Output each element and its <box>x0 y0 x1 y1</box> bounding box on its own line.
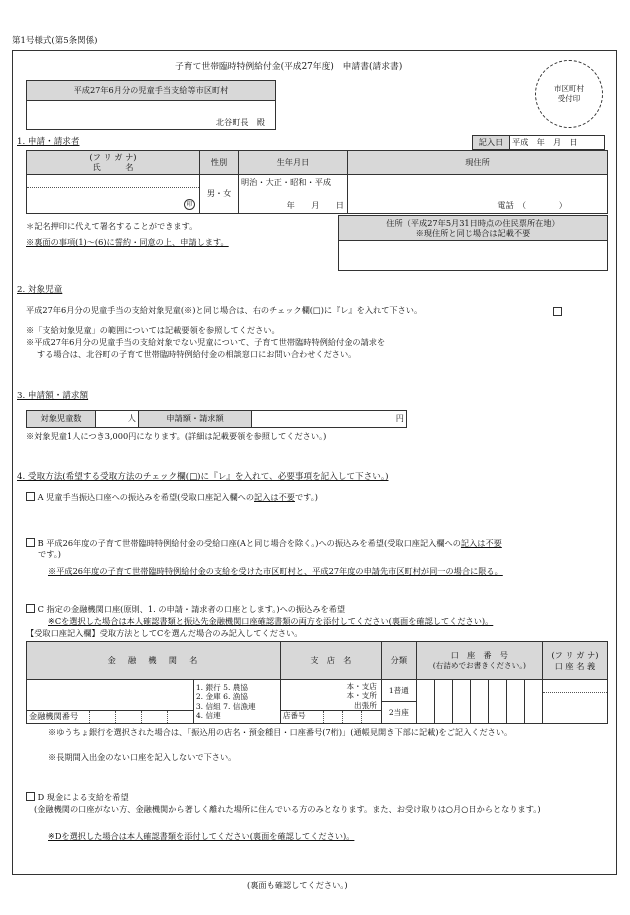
same-children-checkbox[interactable] <box>553 307 562 316</box>
birthdate-eras: 明治・大正・昭和・平成 <box>241 177 332 187</box>
holder-field[interactable] <box>542 680 607 724</box>
option-d-detail: (金融機関の口座がない方、金融機関から著しく離れた場所に住んでいる方のみとなります。また、お受け取りは○月○日からとなります。) <box>34 804 541 814</box>
account-number-header <box>416 642 542 680</box>
bank-type-gyokyo: 6. 漁協 <box>223 692 248 702</box>
amount-label: 申請額・請求額 <box>139 411 252 428</box>
branch-code-digit-3[interactable] <box>361 711 380 723</box>
gender-field[interactable]: 男・女 <box>200 175 239 214</box>
account-heading: 【受取口座記入欄】受取方法としてCを選んだ場合のみ記入してください。 <box>26 628 303 638</box>
address-header: 現住所 <box>348 151 608 175</box>
entry-date-label: 記入日 <box>473 136 510 150</box>
bank-type-shinren: 4. 信連 <box>195 710 221 720</box>
long-term-note: ※長期間入出金のない口座を記入しないで下さい。 <box>48 752 237 762</box>
section4-heading: 4. 受取方法(希望する受取方法のチェック欄(□)に『レ』を入れて、必要事項を記入して下さい。) <box>17 472 389 482</box>
holder-furigana-label: (フ リ ガ ナ) <box>551 649 599 660</box>
gender-header: 性別 <box>200 151 239 175</box>
option-a-not-required: 記入は不要 <box>254 492 295 502</box>
account-table <box>26 641 608 724</box>
bank-name-field[interactable] <box>27 680 194 724</box>
child-count-field[interactable] <box>96 411 139 428</box>
branch-type-honshisho: 本・支所 <box>346 691 377 701</box>
branch-type-options <box>346 682 376 710</box>
bank-code-label: 金融機関番号 <box>29 711 79 721</box>
option-a-text: A 児童手当振込口座への振込みを希望(受取口座記入欄への <box>37 492 255 502</box>
reception-stamp <box>535 60 603 128</box>
entry-date-field[interactable]: 平成 年 月 日 <box>510 136 605 150</box>
account-type-futsu[interactable]: 1普通 <box>382 680 416 702</box>
yucho-note: ※ゆうちょ銀行を選択された場合は、「振込用の店名・預金種目・口座番号(7桁)」(通帳見開き下部に記載)をご記入ください。 <box>48 727 513 737</box>
branch-code-digit-2[interactable] <box>342 711 361 723</box>
option-b-not-required: 記入は不要 <box>460 538 502 548</box>
child-count-label: 対象児童数 <box>27 411 96 428</box>
bank-type-nokyo: 5. 農協 <box>223 682 248 692</box>
applicant-table <box>26 150 608 214</box>
name-label: 氏 名 <box>92 161 134 172</box>
person-unit: 人 <box>127 413 136 424</box>
account-digit-4[interactable] <box>470 680 488 724</box>
option-a-suffix: です。) <box>294 492 318 502</box>
entry-date-box <box>472 135 605 150</box>
option-b-text: B 平成26年度の子育て世帯臨時特例給付金の受給口座(Aと同じ場合を除く。)への振込みを希望(受取口座記入欄への <box>37 538 461 548</box>
section2-note1: ※「支給対象児童」の範囲については記載要領を参照してください。 <box>26 325 280 335</box>
option-a <box>26 492 318 503</box>
addressee-box <box>26 80 276 130</box>
resident-address-box <box>338 215 608 271</box>
seal-mark: 印 <box>184 199 195 210</box>
bank-name-header: 金 融 機 関 名 <box>27 642 281 680</box>
footer-note: (裏面も確認してください。) <box>247 880 348 890</box>
bank-type-shingyoren: 7. 信漁連 <box>223 701 256 711</box>
yen-unit: 円 <box>395 413 404 424</box>
option-b-suffix: です。) <box>38 549 62 560</box>
account-number-label: 口 座 番 号 <box>450 650 508 661</box>
account-type-field[interactable] <box>381 680 416 724</box>
pledge-note: ※裏面の事項(1)～(6)に誓約・同意の上、申請します。 <box>26 237 229 247</box>
section2-note3: する場合は、北谷町の子育て世帯臨時特例給付金の相談窓口にお問い合わせください。 <box>37 349 357 359</box>
reception-stamp-label: 市区町村 受付印 <box>554 84 584 103</box>
name-header <box>27 151 200 175</box>
section2-line1: 平成27年6月分の児童手当の支給対象児童(※)と同じ場合は、右のチェック欄(□)に『レ』を入れて下さい。 <box>26 305 423 315</box>
resident-address-field[interactable] <box>339 241 608 271</box>
bank-code-digit-4[interactable] <box>167 711 193 723</box>
branch-field[interactable] <box>280 680 381 724</box>
branch-header: 支 店 名 <box>280 642 381 680</box>
option-d-checkbox[interactable] <box>26 792 35 801</box>
bank-type-shinkumi: 3. 信組 <box>195 701 221 711</box>
resident-address-label: 住所（平成27年5月31日時点の住民票所在地） <box>386 217 560 228</box>
option-c <box>26 604 345 615</box>
branch-code-row <box>281 710 381 723</box>
amount-table <box>26 410 407 428</box>
option-c-note: ※Cを選択した場合は本人確認書類と振込先金融機関口座確認書類の両方を添付してください(裏面を確認してください)。 <box>48 616 494 626</box>
holder-label: 口 座 名 義 <box>554 660 596 671</box>
option-b-checkbox[interactable] <box>26 538 35 547</box>
signature-note: ＊記名押印に代えて署名することができます。 <box>26 221 198 231</box>
bank-code-digit-1[interactable] <box>89 711 115 723</box>
account-digit-1[interactable] <box>416 680 434 724</box>
account-digit-6[interactable] <box>506 680 524 724</box>
account-type-header: 分類 <box>381 642 416 680</box>
option-a-checkbox[interactable] <box>26 492 35 501</box>
form-number: 第1号様式(第5条関係) <box>12 36 98 46</box>
address-field[interactable] <box>348 175 608 214</box>
section2-heading: 2. 対象児童 <box>17 285 63 295</box>
resident-address-note: ※現住所と同じ場合は記載不要 <box>415 228 531 238</box>
section3-note: ※対象児童1人につき3,000円になります。(詳細は記載要領を参照してください。) <box>26 431 327 441</box>
account-digit-5[interactable] <box>488 680 506 724</box>
bank-type-kinko: 2. 金庫 <box>195 692 221 702</box>
option-b <box>26 538 616 560</box>
option-c-checkbox[interactable] <box>26 604 35 613</box>
branch-type-honshiten: 本・支店 <box>346 682 377 691</box>
account-digit-7[interactable] <box>524 680 542 724</box>
bank-code-digit-2[interactable] <box>115 711 141 723</box>
option-c-text: C 指定の金融機関口座(原則、1. の申請・請求者の口座とします。)への振込みを希望 <box>37 604 346 614</box>
amount-field[interactable] <box>252 411 407 428</box>
municipality-label: 平成27年6月分の児童手当支給等市区町村 <box>27 81 276 101</box>
birthdate-header: 生年月日 <box>239 151 348 175</box>
phone-label: 電話 （ ） <box>497 199 567 210</box>
resident-address-header <box>339 216 608 241</box>
option-d-note: ※Dを選択した場合は本人確認書類を添付してください(裏面を確認してください)。 <box>48 831 355 841</box>
option-b-note: ※平成26年度の子育て世帯臨時特例給付金の支給を受けた市区町村と、平成27年度の申請先市区町村が同一の場合に限る。 <box>48 566 503 576</box>
account-digit-2[interactable] <box>434 680 452 724</box>
birthdate-ymd: 年 月 日 <box>286 199 344 210</box>
name-field[interactable] <box>27 175 200 214</box>
branch-type-shutchojo: 出張所 <box>354 700 377 710</box>
section3-heading: 3. 申請額・請求額 <box>17 391 89 401</box>
option-d-text: D 現金による支給を希望 <box>37 792 129 802</box>
option-d <box>26 792 129 803</box>
furigana-label: (フ リ ガ ナ) <box>89 151 137 162</box>
bank-type-bank: 1. 銀行 <box>195 682 221 692</box>
branch-code-label: 店番号 <box>282 711 306 720</box>
branch-code-digit-1[interactable] <box>323 711 342 723</box>
bank-code-digit-3[interactable] <box>141 711 167 723</box>
birthdate-field[interactable] <box>239 175 348 214</box>
account-digit-3[interactable] <box>452 680 470 724</box>
section2-note2: ※平成27年6月分の児童手当の支給対象でない児童について、子育て世帯臨時特例給付金の請求を <box>26 337 386 347</box>
form-title: 子育て世帯臨時特例給付金(平成27年度) 申請書(請求書) <box>175 62 403 72</box>
bank-code-row <box>27 710 193 723</box>
bank-type-options[interactable] <box>193 680 280 724</box>
account-type-toza[interactable]: 2当座 <box>388 708 409 717</box>
holder-header <box>542 642 607 680</box>
addressee: 北谷町長 殿 <box>27 101 276 130</box>
account-number-note: (右詰めでお書きください。) <box>432 660 526 670</box>
section1-heading: 1. 申請・請求者 <box>17 137 80 147</box>
